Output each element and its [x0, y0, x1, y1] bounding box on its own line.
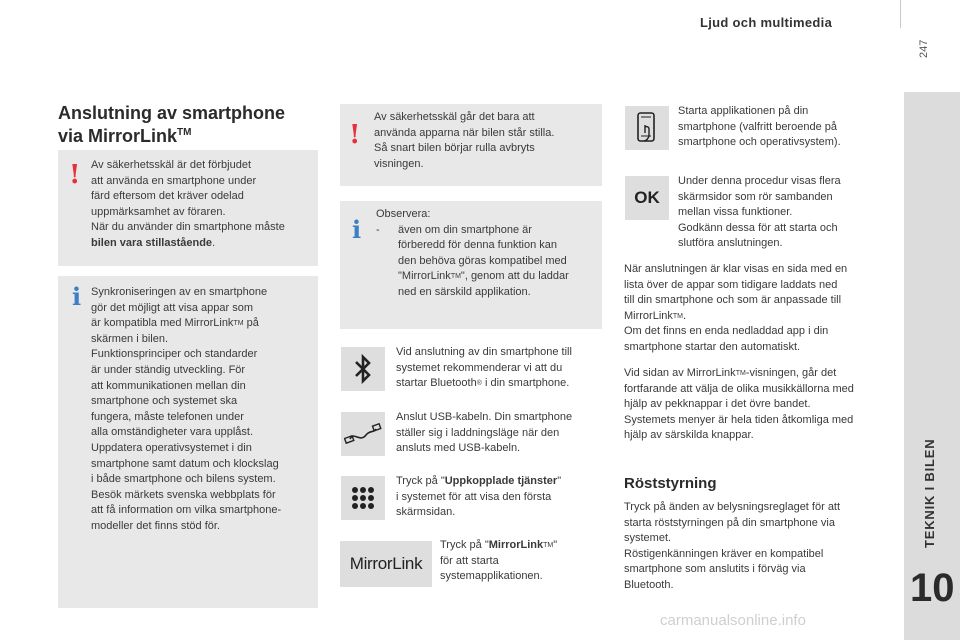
info-box-observe: [340, 201, 602, 329]
warning-icon: !: [349, 120, 361, 150]
info-box-synchronization: [58, 276, 318, 608]
voice-control-text: Tryck på änden av belysningsreglaget för att starta röststyrningen på din smartphone via systemet. Röstigenkänningen kräver en kompatibel smartphone som anslutits i förväg via Bluetooth.: [624, 501, 841, 591]
info-text: Synkroniseringen av en smartphone gör det möjligt att visa appar som är kompatibla med MirrorLink™ på skärmen i bilen. Funktionsprinciper och standarder är under ständig utveckling. För att kommunikationen mellan din smartphone och systemet ska fungera, måste telefonen under alla omständigheter vara upplåst. Uppdatera operativsystemet i din smartphone samt datum och klockslag i både smartphone och bilens system. Besök märkets svenska webbplats för att få information om vilka smartphone- modeller det finns stöd för.: [91, 286, 282, 532]
usb-cable-icon: [344, 421, 382, 447]
mirrorlink-logo-tile: [340, 541, 432, 587]
warning-text: Av säkerhetsskäl går det bara att använda apparna när bilen står stilla. Så snart bilen börjar rulla avbryts visningen.: [374, 111, 555, 170]
warning-box-stationary: [340, 104, 602, 186]
chapter-label: TEKNIK I BILEN: [922, 438, 937, 548]
chapter-number: 10: [910, 566, 955, 610]
step-usb-text: Anslut USB-kabeln. Din smartphone ställer sig i laddningsläge när den ansluts med USB-kabeln.: [396, 411, 573, 455]
header-divider: [900, 0, 901, 28]
title-line-1: Anslutning av smartphone: [58, 103, 286, 123]
step-bluetooth-text: Vid anslutning av din smartphone till systemet rekommenderar vi att du startar Bluetooth® i din smartphone.: [396, 346, 572, 390]
voice-control-heading: Röststyrning: [624, 475, 717, 492]
step-ok-text: Under denna procedur visas flera skärmsidor som rör sambanden mellan vissa funktioner. Godkänn dessa för att starta och slutföra anslutningen.: [678, 175, 841, 250]
mirrorlink-logo: MirrorLink: [349, 554, 423, 573]
smartphone-tile: [625, 106, 669, 150]
chapter-side-tab: [904, 92, 960, 640]
step-mirrorlink-text: Tryck på "MirrorLink™" för att starta systemapplikationen.: [440, 539, 558, 583]
connected-services-icon: [348, 483, 378, 513]
warning-text: Av säkerhetsskäl är det förbjudet att använda en smartphone under färd eftersom det kräver odelad uppmärksamhet av föraren. När du använder din smartphone måste bilen vara stillastående.: [91, 159, 285, 249]
header-title: Ljud och multimedia: [700, 15, 833, 30]
warning-box-driving: [58, 150, 318, 266]
info-text: Observera: - även om din smartphone är förberedd för denna funktion kan den behöva göras kompatibel med "MirrorLink™", genom att du laddar ned en särskild applikation.: [376, 208, 569, 298]
ok-badge: OK: [634, 188, 660, 207]
ok-tile: [625, 176, 669, 220]
page-number: 247: [918, 39, 930, 58]
usb-tile: [341, 412, 385, 456]
step-phone-text: Starta applikationen på din smartphone (valfritt beroende på smartphone och operativsystem).: [678, 105, 841, 149]
watermark: carmanualsonline.info: [660, 612, 806, 629]
info-icon: i: [352, 215, 362, 244]
smartphone-touch-icon: [634, 111, 660, 145]
warning-icon: !: [69, 160, 81, 190]
info-icon: i: [72, 282, 82, 311]
bluetooth-tile: [341, 347, 385, 391]
page-title: [58, 103, 285, 146]
bluetooth-icon: [352, 354, 374, 384]
connected-services-tile: [341, 476, 385, 520]
music-sources-paragraph: Vid sidan av MirrorLink™-visningen, går det fortfarande att välja de olika musikkällorna med hjälp av pekknappar i det övre bandet. Systemets menyer är hela tiden åtkomliga med hjälp av särskilda knappar.: [624, 367, 854, 442]
step-services-text: Tryck på "Uppkopplade tjänster" i systemet för att visa den första skärmsidan.: [396, 475, 562, 519]
after-connection-paragraph: När anslutningen är klar visas en sida med en lista över de appar som tidigare laddats ned till din smartphone och som är anpassade till MirrorLink™. Om det finns en enda nedladdad app i din smartphone startar den automatiskt.: [624, 263, 848, 353]
title-line-2: via MirrorLink™: [58, 126, 192, 146]
